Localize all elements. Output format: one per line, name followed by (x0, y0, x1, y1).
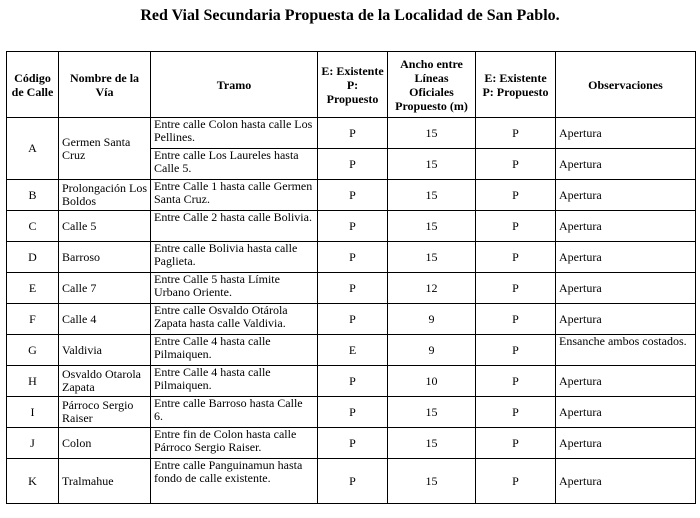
cell-estado: E (318, 335, 388, 366)
cell-code: F (7, 304, 59, 335)
cell-tramo: Entre Calle 5 hasta Límite Urbano Oriente. (151, 273, 318, 304)
header-observaciones: Observaciones (556, 52, 696, 118)
cell-estado: P (318, 118, 388, 149)
cell-tramo: Entre Calle 2 hasta calle Bolivia. (151, 211, 318, 242)
cell-observaciones: Apertura (556, 211, 696, 242)
table-row (7, 304, 696, 335)
cell-estado-2: P (476, 211, 556, 242)
cell-observaciones: Apertura (556, 397, 696, 428)
cell-estado: P (318, 149, 388, 180)
table-row (7, 366, 696, 397)
cell-code: D (7, 242, 59, 273)
page-title: Red Vial Secundaria Propuesta de la Localidad de San Pablo. (140, 7, 560, 24)
header-estado: E: Existente P: Propuesto (318, 52, 388, 118)
table-row (7, 335, 696, 366)
cell-observaciones: Ensanche ambos costados. (556, 335, 696, 366)
cell-observaciones: Apertura (556, 242, 696, 273)
cell-ancho: 15 (388, 242, 476, 273)
header-estado-2: E: Existente P: Propuesto (476, 52, 556, 118)
cell-name: Calle 5 (59, 211, 151, 242)
cell-tramo: Entre calle Osvaldo Otárola Zapata hasta calle Valdivia. (151, 304, 318, 335)
cell-code: K (7, 459, 59, 504)
table-row (7, 211, 696, 242)
cell-observaciones: Apertura (556, 304, 696, 335)
cell-name: Germen Santa Cruz (59, 118, 151, 180)
cell-estado: P (318, 242, 388, 273)
road-table (6, 51, 696, 504)
cell-tramo: Entre calle Bolivia hasta calle Paglieta. (151, 242, 318, 273)
header-nombre: Nombre de la Vía (59, 52, 151, 118)
cell-estado-2: P (476, 149, 556, 180)
header-codigo: Código de Calle (7, 52, 59, 118)
cell-ancho: 9 (388, 335, 476, 366)
cell-code: G (7, 335, 59, 366)
cell-estado: P (318, 397, 388, 428)
cell-observaciones: Apertura (556, 459, 696, 504)
cell-ancho: 15 (388, 118, 476, 149)
cell-name: Prolongación Los Boldos (59, 180, 151, 211)
cell-estado-2: P (476, 242, 556, 273)
cell-code: B (7, 180, 59, 211)
cell-name: Barroso (59, 242, 151, 273)
cell-name: Párroco Sergio Raiser (59, 397, 151, 428)
cell-observaciones: Apertura (556, 428, 696, 459)
cell-tramo: Entre calle Barroso hasta Calle 6. (151, 397, 318, 428)
cell-name: Osvaldo Otarola Zapata (59, 366, 151, 397)
cell-estado: P (318, 304, 388, 335)
cell-ancho: 15 (388, 211, 476, 242)
table-row (7, 242, 696, 273)
cell-tramo: Entre Calle 4 hasta calle Pilmaiquen. (151, 335, 318, 366)
cell-observaciones: Apertura (556, 366, 696, 397)
cell-estado-2: P (476, 397, 556, 428)
cell-name: Colon (59, 428, 151, 459)
cell-ancho: 15 (388, 428, 476, 459)
cell-name: Tralmahue (59, 459, 151, 504)
cell-ancho: 12 (388, 273, 476, 304)
cell-tramo: Entre fin de Colon hasta calle Párroco Sergio Raiser. (151, 428, 318, 459)
header-tramo: Tramo (151, 52, 318, 118)
header-ancho: Ancho entre Líneas Oficiales Propuesto (m) (388, 52, 476, 118)
cell-estado-2: P (476, 180, 556, 211)
cell-estado: P (318, 211, 388, 242)
cell-estado-2: P (476, 304, 556, 335)
cell-tramo: Entre Calle 1 hasta calle Germen Santa Cruz. (151, 180, 318, 211)
cell-code: A (7, 118, 59, 180)
cell-ancho: 10 (388, 366, 476, 397)
cell-observaciones: Apertura (556, 273, 696, 304)
cell-code: E (7, 273, 59, 304)
cell-name: Valdivia (59, 335, 151, 366)
table-row (7, 397, 696, 428)
table-row (7, 273, 696, 304)
cell-estado: P (318, 366, 388, 397)
cell-observaciones: Apertura (556, 149, 696, 180)
table-row (7, 180, 696, 211)
cell-estado: P (318, 180, 388, 211)
cell-estado-2: P (476, 273, 556, 304)
cell-tramo: Entre calle Panguinamun hasta fondo de calle existente. (151, 459, 318, 504)
cell-code: I (7, 397, 59, 428)
header-row (7, 52, 696, 118)
cell-ancho: 15 (388, 149, 476, 180)
cell-ancho: 9 (388, 304, 476, 335)
cell-observaciones: Apertura (556, 180, 696, 211)
table-row (7, 118, 696, 149)
cell-ancho: 15 (388, 180, 476, 211)
cell-estado-2: P (476, 118, 556, 149)
cell-estado-2: P (476, 335, 556, 366)
cell-estado: P (318, 273, 388, 304)
table-row (7, 459, 696, 504)
cell-estado-2: P (476, 366, 556, 397)
cell-tramo: Entre calle Los Laureles hasta Calle 5. (151, 149, 318, 180)
cell-tramo: Entre calle Colon hasta calle Los Pellines. (151, 118, 318, 149)
cell-name: Calle 7 (59, 273, 151, 304)
cell-estado: P (318, 428, 388, 459)
cell-estado-2: P (476, 459, 556, 504)
cell-code: C (7, 211, 59, 242)
cell-observaciones: Apertura (556, 118, 696, 149)
cell-ancho: 15 (388, 397, 476, 428)
cell-code: H (7, 366, 59, 397)
cell-name: Calle 4 (59, 304, 151, 335)
cell-estado-2: P (476, 428, 556, 459)
table-row (7, 428, 696, 459)
cell-code: J (7, 428, 59, 459)
cell-ancho: 15 (388, 459, 476, 504)
cell-tramo: Entre Calle 4 hasta calle Pilmaiquen. (151, 366, 318, 397)
cell-estado: P (318, 459, 388, 504)
